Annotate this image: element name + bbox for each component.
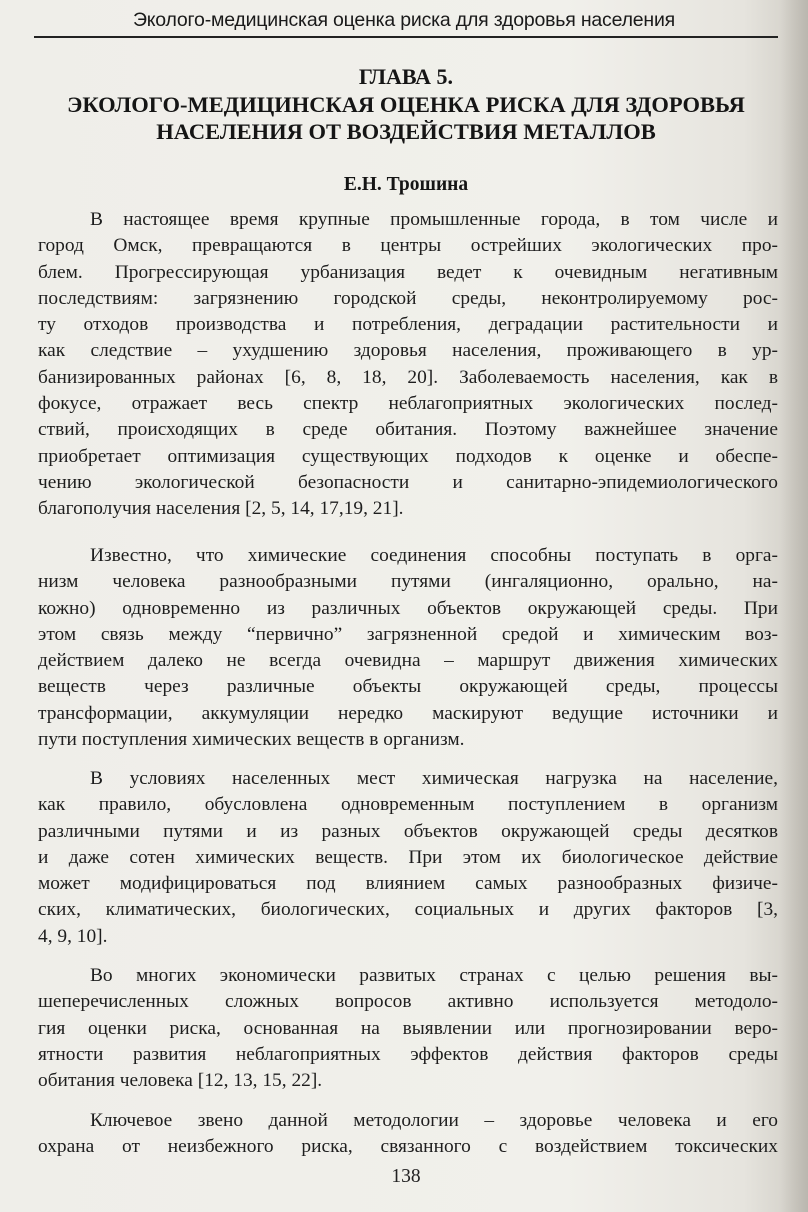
text-line: различными путями и из разных объектов окружающей среды десятков [38, 820, 778, 842]
text-line: гия оценки риска, основанная на выявлении или прогнозировании веро- [38, 1017, 778, 1039]
text-line: Известно, что химические соединения способны поступать в орга- [90, 545, 778, 566]
chapter-title-line: НАСЕЛЕНИЯ ОТ ВОЗДЕЙСТВИЯ МЕТАЛЛОВ [156, 119, 656, 144]
text-line: охрана от неизбежного риска, связанного с воздействием токсических [38, 1136, 778, 1158]
text-line: этом связь между “первично” загрязненной средой и химическим воз- [38, 623, 778, 645]
text-line: блем. Прогрессирующая урбанизация ведет к очевидным негативным [38, 261, 778, 283]
text-line: ятности развития неблагоприятных эффектов действия факторов среды [38, 1043, 778, 1065]
text-line: чению экологической безопасности и санитарно-эпидемиологического [38, 471, 778, 493]
paragraph [38, 543, 778, 753]
text-line: приобретает оптимизация существующих подходов к оценке и обеспе- [38, 445, 778, 467]
text-line: банизированных районах [6, 8, 18, 20]. Заболеваемость населения, как в [38, 366, 778, 388]
text-line: действием далеко не всегда очевидна – маршрут движения химических [38, 650, 778, 672]
text-line: ских, климатических, биологических, социальных и других факторов [3, [38, 899, 778, 921]
text-line: В настоящее время крупные промышленные города, в том числе и [90, 209, 778, 230]
text-line: обитания человека [12, 13, 15, 22]. [38, 1070, 323, 1092]
paragraph [38, 1108, 778, 1161]
text-line: кожно) одновременно из различных объектов окружающей среды. При [38, 597, 778, 619]
paragraph [38, 766, 778, 950]
text-line: Ключевое звено данной методологии – здоровье человека и его [90, 1110, 778, 1131]
text-line: ту отходов производства и потребления, деградации растительности и [38, 314, 778, 336]
text-line: пути поступления химических веществ в организм. [38, 729, 465, 751]
text-line: шеперечисленных сложных вопросов активно используется методоло- [38, 991, 778, 1013]
paragraph [38, 207, 778, 523]
text-line: фокусе, отражает весь спектр неблагоприятных экологических послед- [38, 393, 778, 415]
page-edge-shadow [780, 0, 808, 1212]
text-line: город Омск, превращаются в центры острейших экологических про- [38, 235, 778, 257]
chapter-title-line: ЭКОЛОГО-МЕДИЦИНСКАЯ ОЦЕНКА РИСКА ДЛЯ ЗДОРОВЬЯ [67, 92, 745, 117]
text-line: ствий, происходящих в среде обитания. Поэтому важнейшее значение [38, 419, 778, 441]
text-line: веществ через различные объекты окружающей среды, процессы [38, 676, 778, 698]
text-line: В условиях населенных мест химическая нагрузка на население, [90, 768, 778, 789]
page-number: 138 [391, 1166, 421, 1187]
paragraph [38, 963, 778, 1094]
text-line: трансформации, аккумуляции нередко маскируют ведущие источники и [38, 702, 778, 724]
text-line: 4, 9, 10]. [38, 925, 108, 947]
text-line: Во многих экономически развитых странах с целью решения вы- [90, 965, 778, 986]
header-rule [34, 36, 778, 38]
text-line: как правило, обусловлена одновременным поступлением в организм [38, 794, 778, 816]
text-line: может модифицироваться под влиянием самых разнообразных физиче- [38, 873, 778, 895]
text-line: благополучия населения [2, 5, 14, 17,19, 21]. [38, 498, 404, 520]
text-line: как следствие – ухудшению здоровья населения, проживающего в ур- [38, 340, 778, 362]
text-line: низм человека разнообразными путями (ингаляционно, орально, на- [38, 571, 778, 593]
text-line: и даже сотен химических веществ. При этом их биологическое действие [38, 846, 778, 868]
author-name: Е.Н. Трошина [343, 174, 469, 195]
chapter-label: ГЛАВА 5. [358, 64, 454, 89]
text-line: последствиям: загрязнению городской среды, неконтролируемому рос- [38, 287, 778, 309]
running-head: Эколого-медицинская оценка риска для здоровья населения [132, 9, 676, 31]
